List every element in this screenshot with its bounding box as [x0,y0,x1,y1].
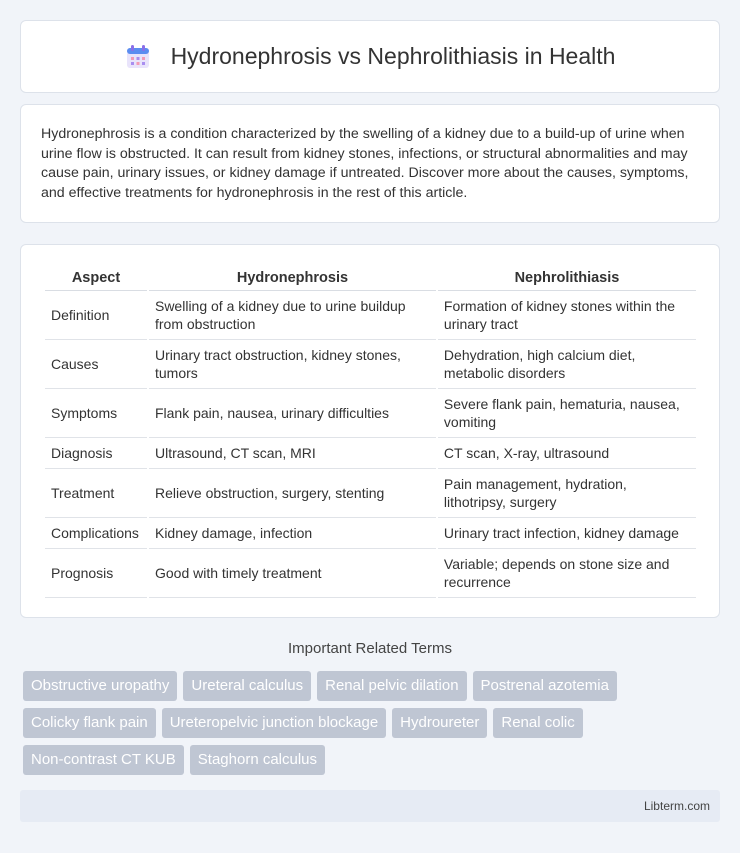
related-terms-title: Important Related Terms [288,640,452,657]
comparison-table-card [20,244,720,618]
table-cell: Swelling of a kidney due to urine buildup from obstruction [149,291,436,340]
header-hydronephrosis: Hydronephrosis [149,265,436,291]
related-term-tag[interactable]: Non-contrast CT KUB [23,745,184,775]
related-term-tag[interactable]: Postrenal azotemia [473,671,617,701]
related-term-tag[interactable]: Ureteral calculus [183,671,311,701]
table-row [45,438,696,469]
related-terms-list [23,671,703,775]
table-row [45,469,696,518]
table-row [45,389,696,438]
table-cell: Urinary tract obstruction, kidney stones, tumors [149,340,436,389]
table-cell: Relieve obstruction, surgery, stenting [149,469,436,518]
related-term-tag[interactable]: Obstructive uropathy [23,671,177,701]
intro-text: Hydronephrosis is a condition characterized by the swelling of a kidney due to a build-up of urine when urine flow is obstructed. It can result from kidney stones, infections, or structural abnormalities and may cause pain, urinary issues, or kidney damage if untreated. Discover more about the causes, symptoms, and effective treatments for hydronephrosis in the rest of this article. [41,126,689,201]
table-cell: Causes [45,340,147,389]
table-cell: Diagnosis [45,438,147,469]
table-cell: Complications [45,518,147,549]
related-term-tag[interactable]: Ureteropelvic junction blockage [162,708,386,738]
table-cell: Definition [45,291,147,340]
table-row [45,549,696,598]
table-cell: Severe flank pain, hematuria, nausea, vomiting [438,389,696,438]
table-cell: Ultrasound, CT scan, MRI [149,438,436,469]
table-header-row [45,265,696,291]
table-cell: Pain management, hydration, lithotripsy, surgery [438,469,696,518]
related-term-tag[interactable]: Colicky flank pain [23,708,156,738]
table-cell: Flank pain, nausea, urinary difficulties [149,389,436,438]
table-cell: Prognosis [45,549,147,598]
table-cell: Dehydration, high calcium diet, metabolic disorders [438,340,696,389]
header-aspect: Aspect [45,265,147,291]
table-row [45,340,696,389]
comparison-table [43,265,698,598]
table-row [45,518,696,549]
table-cell: Urinary tract infection, kidney damage [438,518,696,549]
table-cell: Treatment [45,469,147,518]
table-row [45,291,696,340]
table-cell: CT scan, X-ray, ultrasound [438,438,696,469]
footer-brand-link[interactable]: Libterm.com [643,799,710,813]
calendar-icon [125,44,151,70]
related-term-tag[interactable]: Staghorn calculus [190,745,325,775]
header-card [20,20,720,93]
page-title: Hydronephrosis vs Nephrolithiasis in Health [170,43,616,69]
related-term-tag[interactable]: Renal colic [493,708,582,738]
table-cell: Kidney damage, infection [149,518,436,549]
table-cell: Variable; depends on stone size and recurrence [438,549,696,598]
table-cell: Symptoms [45,389,147,438]
related-term-tag[interactable]: Renal pelvic dilation [317,671,466,701]
table-cell: Good with timely treatment [149,549,436,598]
header-nephrolithiasis: Nephrolithiasis [438,265,696,291]
intro-card [20,104,720,223]
related-term-tag[interactable]: Hydroureter [392,708,487,738]
table-cell: Formation of kidney stones within the urinary tract [438,291,696,340]
footer [20,790,720,822]
